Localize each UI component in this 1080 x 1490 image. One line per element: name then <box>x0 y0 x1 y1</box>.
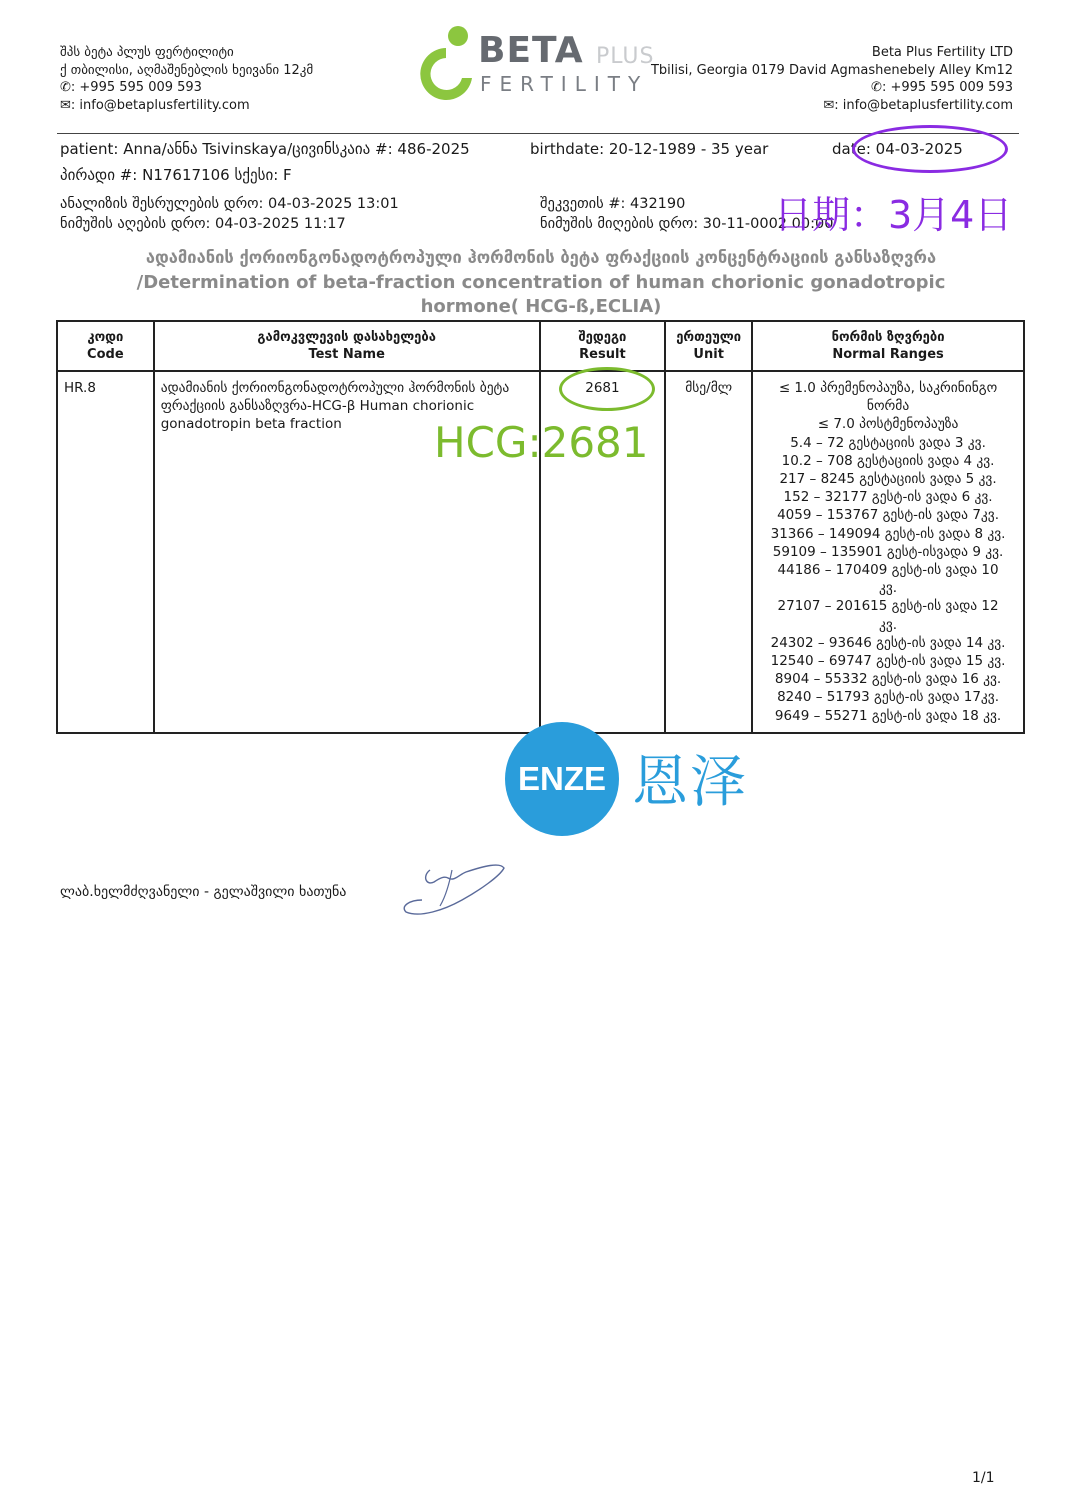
company-name-en: Beta Plus Fertility LTD <box>871 45 1013 60</box>
logo-plus-text: PLUS <box>596 44 655 69</box>
cell-test-name: ადამიანის ქორიონგონადოტროპული ჰორმონის ბეტა ფრაქციის განსაზღვრა-HCG-β Human chorionic gonadotropin beta fraction <box>154 371 540 733</box>
logo-fertility-text: FERTILITY <box>480 72 649 96</box>
cell-result: 2681 <box>540 371 666 733</box>
cell-unit: მსე/მლ <box>665 371 752 733</box>
range-line: კვ. <box>879 580 898 597</box>
ranges-list <box>759 379 1017 725</box>
date-annotation-cn: 日期：3月4日 <box>774 193 1013 237</box>
signature-label: ლაბ.ხელმძღვანელი - გელაშვილი ხათუნა <box>60 884 347 900</box>
logo-mark-icon <box>412 22 482 102</box>
range-line: 27107 – 201615 გესტ-ის ვადა 12 <box>777 598 999 615</box>
range-line: ≤ 7.0 პოსტმენოპაუზა <box>817 416 959 433</box>
title-line-en-2: hormone( HCG-ß,ECLIA) <box>420 296 662 317</box>
range-line: 8904 – 55332 გესტ-ის ვადა 16 კვ. <box>774 671 1002 688</box>
header-code: კოდი Code <box>57 321 154 371</box>
header-contact-left <box>60 44 313 114</box>
order-number: შეკვეთის #: 432190 <box>540 196 686 212</box>
range-line: 59109 – 135901 გესტ-ისვადა 9 კვ. <box>772 543 1004 560</box>
range-line: 5.4 – 72 გესტაციის ვადა 3 კვ. <box>790 434 986 451</box>
page-number: 1/1 <box>972 1470 995 1486</box>
address-ka: ქ თბილისი, აღმაშენებლის ხეივანი 12კმ <box>60 62 314 78</box>
sample-time: ნიმუშის აღების დრო: 04-03-2025 11:17 <box>60 216 346 232</box>
range-line: 4059 – 153767 გესტ-ის ვადა 7კვ. <box>777 507 1000 524</box>
title-line-ka: ადამიანის ქორიონგონადოტროპული ჰორმონის ბეტა ფრაქციის კონცენტრაციის განსაზღვრა <box>145 248 937 267</box>
range-line: ≤ 1.0 პრემენოპაუზა, საკრინინგო <box>778 380 998 396</box>
patient-name: patient: Anna/ანნა Tsivinskaya/ცივინსკაია #: 486-2025 <box>60 140 470 158</box>
results-table <box>56 320 1025 734</box>
email-left: ✉: info@betaplusfertility.com <box>60 97 250 113</box>
enze-logo-cn: 恩泽 <box>632 750 748 815</box>
received-time: ნიმუშის მიღების დრო: 30-11-0002 00:00 <box>540 216 834 232</box>
beta-plus-logo <box>412 22 682 102</box>
range-line: 217 – 8245 გესტაციის ვადა 5 კვ. <box>779 471 997 488</box>
header-result: შედეგი Result <box>540 321 666 371</box>
header-test-name: გამოკვლევის დასახელება Test Name <box>154 321 540 371</box>
range-line: 10.2 – 708 გესტაციის ვადა 4 კვ. <box>781 452 995 469</box>
patient-birthdate: birthdate: 20-12-1989 - 35 year <box>530 140 769 158</box>
hcg-annotation: HCG:2681 <box>434 418 649 467</box>
range-line: 9649 – 55271 გესტ-ის ვადა 18 კვ. <box>774 707 1002 724</box>
title-line-en-1: /Determination of beta-fraction concentration of human chorionic gonadotropic <box>136 271 946 293</box>
signature-icon <box>400 856 512 924</box>
phone-right: ✆: +995 595 009 593 <box>871 80 1013 95</box>
result-highlight-circle <box>559 367 655 411</box>
company-name-ka: შპს ბეტა პლუს ფერტილიტი <box>60 45 234 60</box>
header-contact-right <box>651 44 1013 114</box>
report-date: date: 04-03-2025 <box>832 140 963 158</box>
range-line: 44186 – 170409 გესტ-ის ვადა 10 <box>777 562 999 579</box>
email-right: ✉: info@betaplusfertility.com <box>823 97 1013 113</box>
table-header-row <box>57 321 1024 371</box>
cell-code: HR.8 <box>57 371 154 733</box>
range-line: ნორმა <box>866 398 910 415</box>
header-unit: ერთეული Unit <box>665 321 752 371</box>
address-en: Tbilisi, Georgia 0179 David Agmashenebely Alley Km12 <box>650 62 1013 78</box>
analysis-time: ანალიზის შესრულების დრო: 04-03-2025 13:01 <box>60 196 399 212</box>
personal-id: პირადი #: N17617106 სქესი: F <box>60 166 292 184</box>
phone-left: ✆: +995 595 009 593 <box>60 80 202 95</box>
range-line: 24302 – 93646 გესტ-ის ვადა 14 კვ. <box>770 634 1006 651</box>
range-line: 8240 – 51793 გესტ-ის ვადა 17კვ. <box>777 689 1000 706</box>
enze-logo: ENZE <box>505 722 619 836</box>
header-normal-ranges: ნორმის ზღვრები Normal Ranges <box>752 321 1024 371</box>
cell-normal-ranges <box>752 371 1024 733</box>
range-line: კვ. <box>879 616 898 633</box>
range-line: 152 – 32177 გესტ-ის ვადა 6 კვ. <box>783 489 993 506</box>
range-line: 12540 – 69747 გესტ-ის ვადა 15 კვ. <box>770 653 1006 670</box>
logo-beta-text: BETA <box>478 30 584 71</box>
range-line: 31366 – 149094 გესტ-ის ვადა 8 კვ. <box>770 525 1006 542</box>
date-highlight-circle <box>852 125 1008 173</box>
test-title <box>57 246 1025 320</box>
